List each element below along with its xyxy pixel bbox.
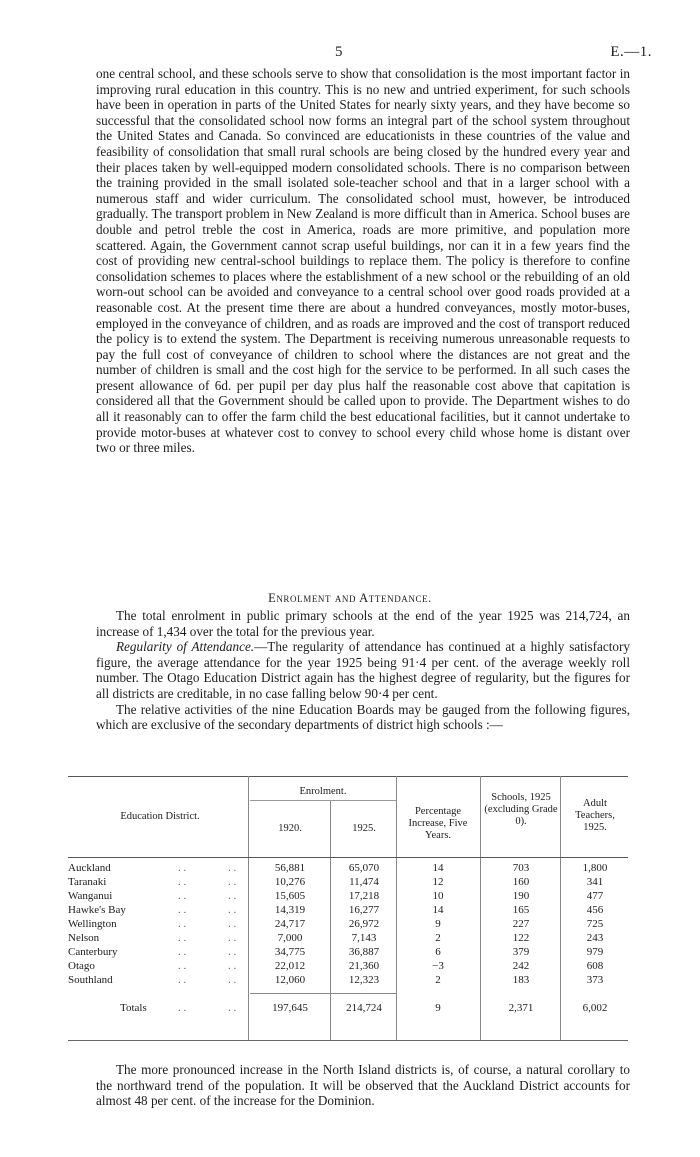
- cell-district: Canterbury: [68, 946, 118, 958]
- cell-1925: 11,474: [349, 876, 379, 888]
- cell-1920: 56,881: [274, 862, 306, 874]
- cell-schools: 227: [512, 918, 530, 930]
- cell-percentage: −3: [432, 960, 444, 972]
- cell-district: Taranaki: [68, 876, 107, 888]
- header-1925: 1925.: [352, 823, 376, 834]
- row-leader: . .: [228, 862, 237, 874]
- cell-teachers: 725: [586, 918, 604, 930]
- cell-1920: 14,319: [274, 904, 306, 916]
- cell-1925: 21,360: [348, 960, 380, 972]
- cell-teachers: 979: [586, 946, 604, 958]
- cell-teachers: 456: [586, 904, 604, 916]
- cell-teachers: 1,800: [582, 862, 608, 874]
- row-leader: . .: [178, 862, 187, 874]
- row-leader: . .: [228, 876, 237, 888]
- cell-district: Otago: [68, 960, 95, 972]
- row-leader: . .: [178, 876, 187, 888]
- header-bottom-rule: [68, 857, 628, 858]
- cell-district: Southland: [68, 974, 113, 986]
- row-leader: . .: [228, 974, 237, 986]
- cell-percentage: 14: [432, 904, 444, 916]
- table-bottom-rule: [68, 1040, 628, 1041]
- row-leader: . .: [178, 932, 187, 944]
- cell-1925: 16,277: [348, 904, 380, 916]
- body-paragraph-consolidation: [96, 66, 630, 456]
- table-divider: [396, 776, 397, 1040]
- cell-district: Hawke's Bay: [68, 904, 126, 916]
- section-heading: Enrolment and Attendance.: [268, 591, 432, 605]
- closing-paragraph: [96, 1062, 630, 1109]
- row-leader: . .: [228, 890, 237, 902]
- cell-schools: 190: [512, 890, 530, 902]
- row-leader: . .: [178, 904, 187, 916]
- cell-1920: 22,012: [274, 960, 306, 972]
- row-leader: . .: [228, 904, 237, 916]
- header-teachers: Adult Teachers, 1925.: [575, 798, 615, 833]
- row-leader: . .: [178, 918, 187, 930]
- regularity-title: Regularity of Attendance.: [116, 639, 255, 655]
- totals-label: Totals: [120, 1002, 147, 1014]
- row-leader: . .: [178, 974, 187, 986]
- cell-schools: 122: [512, 932, 530, 944]
- cell-district: Wellington: [68, 918, 117, 930]
- cell-1920: 7,000: [277, 932, 303, 944]
- cell-percentage: 2: [435, 974, 441, 986]
- enrolment-paragraph: The total enrolment in public primary schools at the end of the year 1925 was 214,724, an increase of 1,434 over the total for the previous year.: [96, 608, 630, 639]
- row-leader: . .: [178, 1002, 187, 1014]
- document-code: E.—1.: [610, 44, 652, 60]
- table-top-rule: [68, 776, 628, 777]
- enrolment-subrule: [250, 800, 396, 801]
- cell-schools: 165: [512, 904, 530, 916]
- page-number: 5: [335, 44, 343, 60]
- cell-1925: 26,972: [348, 918, 380, 930]
- cell-1925: 12,323: [348, 974, 380, 986]
- row-leader: . .: [228, 1002, 237, 1014]
- row-leader: . .: [178, 946, 187, 958]
- row-leader: . .: [228, 932, 237, 944]
- cell-teachers: 373: [586, 974, 604, 986]
- row-leader: . .: [228, 918, 237, 930]
- totals-rule: [250, 993, 396, 994]
- cell-schools: 183: [512, 974, 530, 986]
- cell-percentage: 10: [432, 890, 444, 902]
- cell-1920: 34,775: [274, 946, 306, 958]
- row-leader: . .: [228, 946, 237, 958]
- table-divider: [560, 776, 561, 1040]
- header-enrolment: Enrolment.: [299, 786, 347, 797]
- cell-schools: 703: [512, 862, 530, 874]
- header-district: Education District.: [120, 811, 200, 822]
- table-divider: [248, 776, 249, 1040]
- cell-1920: 10,276: [274, 876, 306, 888]
- cell-percentage: 9: [435, 918, 441, 930]
- row-leader: . .: [178, 960, 187, 972]
- cell-schools: 242: [512, 960, 530, 972]
- cell-district: Auckland: [68, 862, 111, 874]
- cell-teachers: 477: [586, 890, 604, 902]
- cell-1920: 12,060: [274, 974, 306, 986]
- total-1925: 214,724: [346, 1002, 382, 1014]
- cell-teachers: 341: [586, 876, 604, 888]
- total-1920: 197,645: [272, 1002, 308, 1014]
- cell-schools: 379: [512, 946, 530, 958]
- table-divider: [480, 776, 481, 1040]
- header-1920: 1920.: [278, 823, 302, 834]
- regularity-text: —The regularity of attendance has continued at a highly satisfactory figure, the average attendance for the year 1925 being 91·4 per cent. of the average weekly roll number. The Otago Education District again has the highest degree of regularity, but the figures for all districts are creditable, in no case falling below 90·4 per cent.: [96, 639, 630, 701]
- cell-1925: 17,218: [348, 890, 380, 902]
- cell-1925: 65,070: [348, 862, 380, 874]
- cell-teachers: 608: [586, 960, 604, 972]
- cell-district: Nelson: [68, 932, 100, 944]
- boards-paragraph: The relative activities of the nine Education Boards may be gauged from the following figures, which are exclusive of the secondary departments of district high schools :—: [96, 701, 630, 733]
- cell-percentage: 2: [435, 932, 441, 944]
- cell-teachers: 243: [586, 932, 604, 944]
- total-teachers: 6,002: [582, 1002, 608, 1014]
- paragraph-text: one central school, and these schools serve to show that consolidation is the most important factor in improving rural education in this country. This is no new and untried experiment, for such schools have been in operation in parts of the United States for nearly sixty years, and they have become so successful that the consolidated school now forms an integral part of the school system throughout the United States and Canada. So convinced are educationists in these countries of the value and feasibility of consolidation that small rural schools are being closed by the hundred every year and their places taken by well-equipped modern consolidated schools. There is no comparison between the training provided in the small isolated sole-teacher school and that in a larger school with a numerous staff and wider curriculum. The consolidated school must, however, be introduced gradually. The transport problem in New Zealand is more difficult than in America. School buses are double and petrol treble the cost in America, roads are more primitive, and population more scattered. Again, the Government cannot scrap useful buildings, nor can it in a few years find the cost of providing new central-school buildings to replace them. The policy is therefore to confine consolidation schemes to places where the establishment of a new school or the rebuilding of an old worn-out school can be avoided and conveyance to a central school over good roads provided at a reasonable cost. At the present time there are about a hundred conveyances, mostly motor-buses, employed in the conveyance of children, and as roads are improved and the cost of transport reduced the policy is to extend the system. The Department is receiving numerous unreasonable requests to pay the full cost of conveyance of children to school where the distances are not great and the number of children is small and the cost high for the service to be performed. In all such cases the present allowance of 6d. per pupil per day plus half the reasonable cost above that capitation is considered all that the Government should be called upon to provide. The Department wishes to do all it reasonably can to offer the farm child the best educational facilities, but it cannot undertake to provide motor-buses at whatever cost to convey to school every child whose home is distant over two or three miles.: [96, 66, 630, 456]
- paragraph-text: The more pronounced increase in the North Island districts is, of course, a natural corollary to the northward trend of the population. It will be observed that the Auckland District accounts for almost 48 per cent. of the increase for the Dominion.: [96, 1062, 630, 1109]
- cell-district: Wanganui: [68, 890, 113, 902]
- cell-1925: 36,887: [348, 946, 380, 958]
- header-schools: Schools, 1925 (excluding Grade 0).: [484, 792, 558, 827]
- cell-schools: 160: [512, 876, 530, 888]
- row-leader: . .: [178, 890, 187, 902]
- total-schools: 2,371: [508, 1002, 534, 1014]
- cell-percentage: 6: [435, 946, 441, 958]
- cell-1920: 24,717: [274, 918, 306, 930]
- row-leader: . .: [228, 960, 237, 972]
- cell-1925: 7,143: [351, 932, 377, 944]
- cell-1920: 15,605: [274, 890, 306, 902]
- cell-percentage: 12: [432, 876, 444, 888]
- cell-percentage: 14: [432, 862, 444, 874]
- header-percentage: Percentage Increase, Five Years.: [408, 806, 468, 841]
- total-percentage: 9: [435, 1002, 441, 1014]
- regularity-paragraph: [96, 639, 630, 701]
- attendance-section: [96, 608, 630, 733]
- table-divider: [330, 800, 331, 1040]
